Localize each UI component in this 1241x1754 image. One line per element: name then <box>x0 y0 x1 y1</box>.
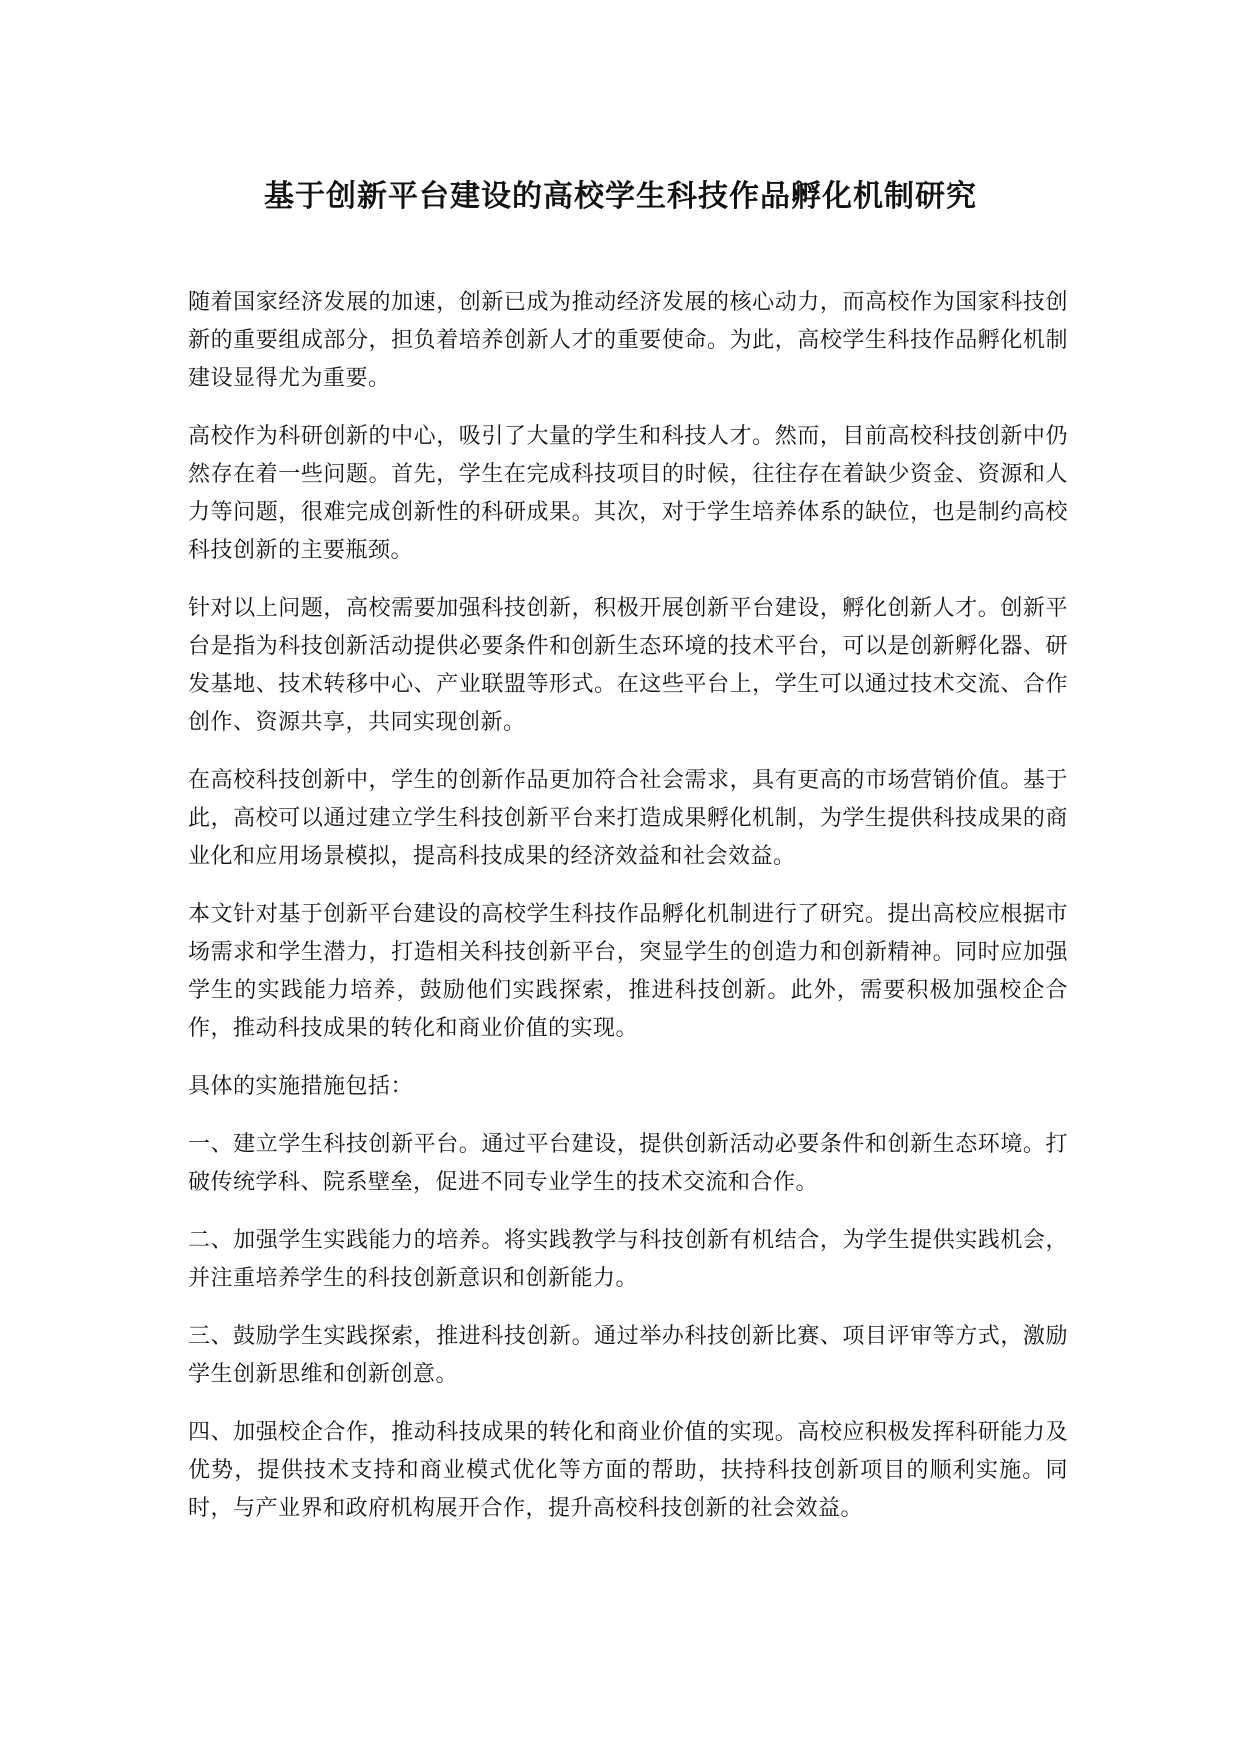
paragraph-measure-4: 四、加强校企合作，推动科技成果的转化和商业价值的实现。高校应积极发挥科研能力及优势，提供技术支持和商业模式优化等方面的帮助，扶持科技创新项目的顺利实施。同时，与产业界和政府机构展开合作，提升高校科技创新的社会效益。 <box>188 1420 1068 1521</box>
paragraph-1: 随着国家经济发展的加速，创新已成为推动经济发展的核心动力，而高校作为国家科技创新的重要组成部分，担负着培养创新人才的重要使命。为此，高校学生科技作品孵化机制建设显得尤为重要。 <box>188 290 1068 391</box>
paragraph-measures-intro: 具体的实施措施包括： <box>188 1074 414 1099</box>
document-title: 基于创新平台建设的高校学生科技作品孵化机制研究 <box>264 179 977 214</box>
paragraph-3: 针对以上问题，高校需要加强科技创新，积极开展创新平台建设，孵化创新人才。创新平台是指为科技创新活动提供必要条件和创新生态环境的技术平台，可以是创新孵化器、研发基地、技术转移中心、产业联盟等形式。在这些平台上，学生可以通过技术交流、合作创作、资源共享，共同实现创新。 <box>188 596 1068 735</box>
paragraph-measure-2: 二、加强学生实践能力的培养。将实践教学与科技创新有机结合，为学生提供实践机会，并注重培养学生的科技创新意识和创新能力。 <box>188 1228 1068 1291</box>
paragraph-measure-1: 一、建立学生科技创新平台。通过平台建设，提供创新活动必要条件和创新生态环境。打破传统学科、院系壁垒，促进不同专业学生的技术交流和合作。 <box>188 1132 1068 1195</box>
document-body <box>188 284 1068 1548</box>
paragraph-4: 在高校科技创新中，学生的创新作品更加符合社会需求，具有更高的市场营销价值。基于此，高校可以通过建立学生科技创新平台来打造成果孵化机制，为学生提供科技成果的商业化和应用场景模拟，提高科技成果的经济效益和社会效益。 <box>188 768 1068 869</box>
paragraph-2: 高校作为科研创新的中心，吸引了大量的学生和科技人才。然而，目前高校科技创新中仍然存在着一些问题。首先，学生在完成科技项目的时候，往往存在着缺少资金、资源和人力等问题，很难完成创新性的科研成果。其次，对于学生培养体系的缺位，也是制约高校科技创新的主要瓶颈。 <box>188 424 1068 563</box>
paragraph-measure-3: 三、鼓励学生实践探索，推进科技创新。通过举办科技创新比赛、项目评审等方式，激励学生创新思维和创新创意。 <box>188 1324 1068 1387</box>
paragraph-5: 本文针对基于创新平台建设的高校学生科技作品孵化机制进行了研究。提出高校应根据市场需求和学生潜力，打造相关科技创新平台，突显学生的创造力和创新精神。同时应加强学生的实践能力培养，鼓励他们实践探索，推进科技创新。此外，需要积极加强校企合作，推动科技成果的转化和商业价值的实现。 <box>188 902 1068 1041</box>
